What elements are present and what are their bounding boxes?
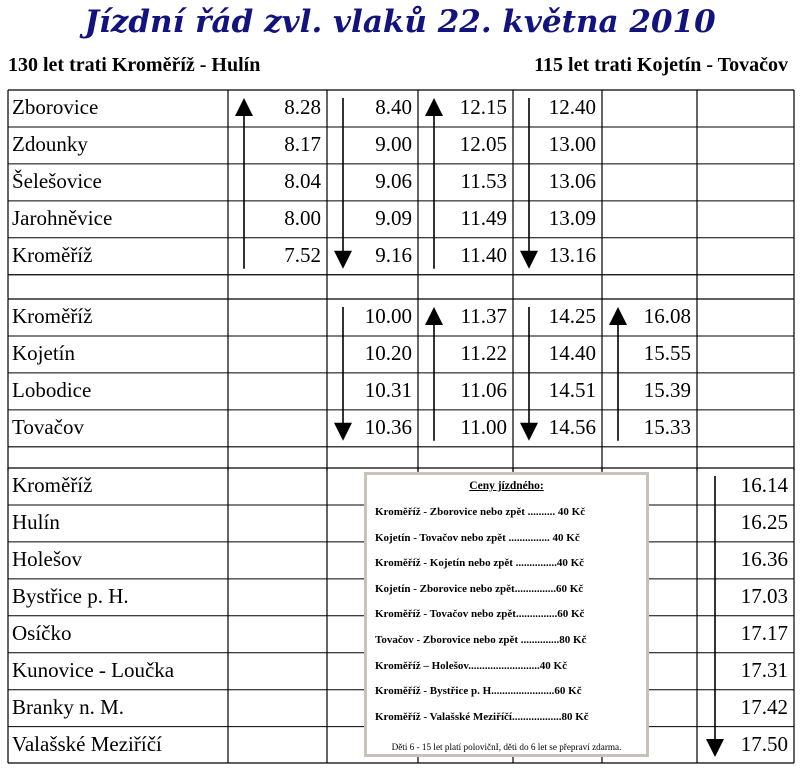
departure-time: 14.40 xyxy=(548,341,596,366)
departure-time: 9.09 xyxy=(375,206,412,231)
departure-time: 12.15 xyxy=(459,95,507,120)
departure-time: 16.08 xyxy=(643,304,691,329)
departure-time: 17.50 xyxy=(740,731,788,756)
station-name: Branky n. M. xyxy=(12,694,124,719)
departure-time: 8.00 xyxy=(284,206,321,231)
station-name: Lobodice xyxy=(12,378,92,403)
departure-time: 16.25 xyxy=(740,510,788,535)
fare-box xyxy=(364,472,649,757)
departure-time: 8.04 xyxy=(284,169,321,194)
station-name: Kroměříž xyxy=(12,473,93,498)
station-name: Jarohněvice xyxy=(12,206,113,231)
station-name: Osíčko xyxy=(12,620,72,645)
departure-time: 12.05 xyxy=(459,132,507,157)
departure-time: 15.33 xyxy=(643,415,691,440)
departure-time: 17.42 xyxy=(740,694,788,719)
departure-time: 17.31 xyxy=(740,657,788,682)
departure-time: 11.53 xyxy=(460,169,507,194)
station-name: Zdounky xyxy=(12,132,88,157)
fare-row: Kroměříž - Zborovice nebo zpět .......... 40 Kč xyxy=(375,506,586,518)
station-name: Bystřice p. H. xyxy=(12,584,129,609)
station-name: Kroměříž xyxy=(12,304,93,329)
departure-time: 11.22 xyxy=(460,341,507,366)
fare-note: Děti 6 - 15 let platí polovičnI, děti do 6 let se přepraví zdarma. xyxy=(391,742,622,752)
departure-time: 13.00 xyxy=(548,132,596,157)
departure-time: 11.06 xyxy=(460,378,507,403)
departure-time: 8.28 xyxy=(284,95,321,120)
departure-time: 14.56 xyxy=(548,415,596,440)
fare-row: Kroměříž – Holešov..........................40 Kč xyxy=(375,659,567,672)
page-title: Jízdní řád zvl. vlaků 22. května 2010 xyxy=(84,4,716,40)
departure-time: 10.20 xyxy=(364,341,412,366)
departure-time: 13.16 xyxy=(548,243,596,268)
fare-row: Kroměříž - Kojetín nebo zpět ...............40 Kč xyxy=(375,557,585,570)
fare-row: Kroměříž - Valašské Meziříčí..................80 Kč xyxy=(375,710,589,723)
fare-row: Kroměříž - Bystřice p. H.......................60 Kč xyxy=(375,685,582,698)
departure-time: 9.00 xyxy=(375,132,412,157)
station-name: Zborovice xyxy=(12,95,99,120)
fare-row: Tovačov - Zborovice nebo zpět ..............80 Kč xyxy=(375,634,587,646)
departure-time: 17.17 xyxy=(740,620,788,645)
fare-row: Kojetín - Zborovice nebo zpět...............60 Kč xyxy=(375,582,584,595)
departure-time: 13.09 xyxy=(548,206,596,231)
departure-time: 11.40 xyxy=(460,243,507,268)
station-name: Tovačov xyxy=(12,415,85,440)
departure-time: 10.36 xyxy=(364,415,412,440)
departure-time: 15.39 xyxy=(643,378,691,403)
departure-time: 9.06 xyxy=(375,169,412,194)
departure-time: 12.40 xyxy=(548,95,596,120)
departure-time: 10.00 xyxy=(364,304,412,329)
departure-time: 14.25 xyxy=(548,304,596,329)
fare-row: Kojetín - Tovačov nebo zpět ............... 40 Kč xyxy=(375,531,580,544)
departure-time: 15.55 xyxy=(643,341,691,366)
station-name: Holešov xyxy=(12,547,82,572)
departure-time: 17.03 xyxy=(740,584,788,609)
departure-time: 8.40 xyxy=(375,95,412,120)
station-name: Hulín xyxy=(12,510,60,535)
departure-time: 13.06 xyxy=(548,169,596,194)
departure-time: 14.51 xyxy=(548,378,596,403)
departure-time: 11.49 xyxy=(460,206,507,231)
departure-time: 9.16 xyxy=(375,243,412,268)
departure-time: 16.36 xyxy=(740,547,788,572)
departure-time: 8.17 xyxy=(284,132,321,157)
station-name: Kojetín xyxy=(12,341,75,366)
fare-row: Kroměříž - Tovačov nebo zpět...............60 Kč xyxy=(375,608,585,621)
station-name: Kunovice - Loučka xyxy=(12,657,175,682)
subtitle-left: 130 let trati Kroměříž - Hulín xyxy=(8,54,261,76)
station-name: Šelešovice xyxy=(12,169,102,194)
station-name: Kroměříž xyxy=(12,243,93,268)
departure-time: 11.37 xyxy=(460,304,507,329)
station-name: Valašské Meziříčí xyxy=(12,731,162,756)
fare-title: Ceny jízdného: xyxy=(469,480,544,492)
departure-time: 16.14 xyxy=(740,473,788,498)
departure-time: 11.00 xyxy=(460,415,507,440)
departure-time: 10.31 xyxy=(364,378,412,403)
subtitle-right: 115 let trati Kojetín - Tovačov xyxy=(534,54,788,76)
departure-time: 7.52 xyxy=(284,243,321,268)
